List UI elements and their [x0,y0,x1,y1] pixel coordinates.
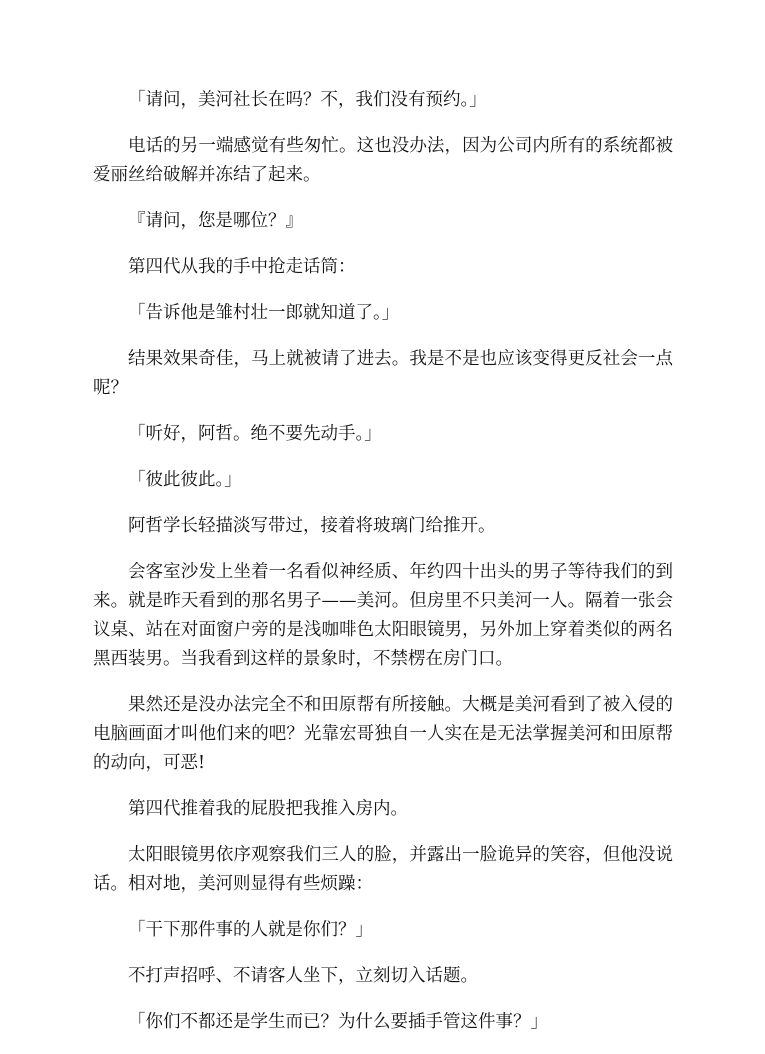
paragraph: 不打声招呼、不请客人坐下，立刻切入话题。 [128,966,478,986]
document-page [93,86,673,1054]
paragraph: 会客室沙发上坐着一名看似神经质、年约四十出头的男子等待我们的到来。就是昨天看到的那名男子——美河。但房里不只美河一人。隔着一张会议桌、站在对面窗户旁的是浅咖啡色太阳眼镜男，另外加上穿着类似的两名黑西装男。当我看到这样的景象时，不禁楞在房门口。 [93,562,673,669]
paragraph: 太阳眼镜男依序观察我们三人的脸，并露出一脸诡异的笑容，但他没说话。相对地，美河则显得有些烦躁： [93,845,673,894]
paragraph: 阿哲学长轻描淡写带过，接着将玻璃门给推开。 [128,516,496,536]
paragraph: 「彼此彼此。」 [128,470,242,490]
paragraph: 电话的另一端感觉有些匆忙。这也没办法，因为公司内所有的系统都被爱丽丝给破解并冻结了起来。 [93,136,673,185]
paragraph: 第四代从我的手中抢走话筒： [128,257,356,277]
paragraph: 果然还是没办法完全不和田原帮有所接触。大概是美河看到了被入侵的电脑画面才叫他们来的吧？光靠宏哥独自一人实在是无法掌握美河和田原帮的动向，可恶! [93,695,673,773]
paragraph: 结果效果奇佳，马上就被请了进去。我是不是也应该变得更反社会一点呢？ [93,349,673,398]
paragraph: 「告诉他是雏村壮一郎就知道了。」 [128,303,400,323]
paragraph: 「干下那件事的人就是你们？」 [128,920,373,940]
paragraph: 「请问，美河社长在吗？不，我们没有预约。」 [128,90,487,110]
paragraph: 『请问，您是哪位？』 [128,211,303,231]
paragraph: 第四代推着我的屁股把我推入房内。 [128,799,408,819]
paragraph: 「你们不都还是学生而已？为什么要插手管这件事？」 [128,1012,548,1032]
paragraph: 「听好，阿哲。绝不要先动手。」 [128,424,382,444]
